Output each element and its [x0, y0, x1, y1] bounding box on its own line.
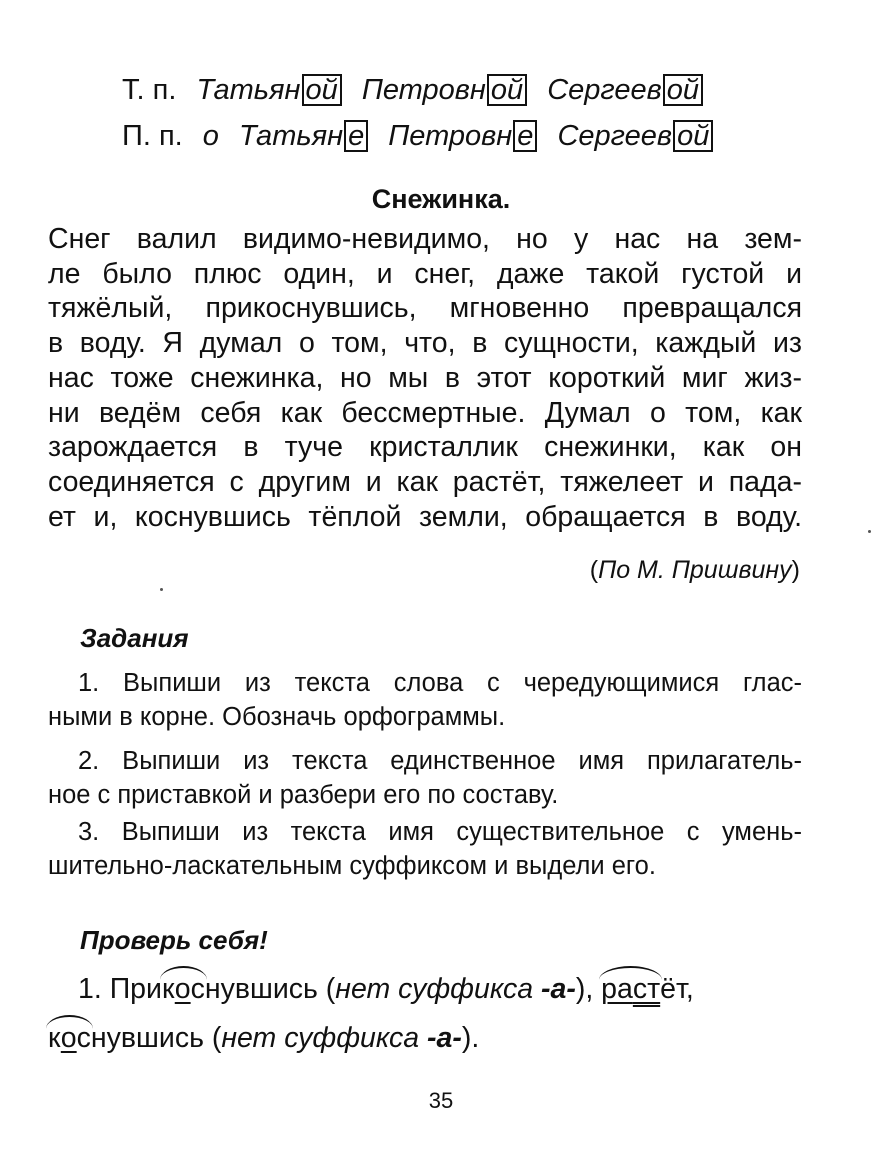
word-stem: Петровн — [361, 74, 486, 106]
word-root — [48, 1021, 91, 1055]
root-vowel: о — [174, 973, 191, 1005]
check-heading: Проверь себя! — [80, 925, 268, 955]
task-line: 1. Выпиши из текста слова с чередующимися глас- — [78, 669, 802, 697]
root-part: с — [190, 973, 205, 1005]
word-root — [162, 972, 205, 1006]
ending-box: ой — [673, 120, 713, 152]
paren: ( — [203, 1022, 222, 1054]
root-part: с — [76, 1022, 91, 1054]
story-line: тяжёлый, прикоснувшись, мгновенно превращался — [48, 292, 802, 325]
note-text: нет суффикса — [335, 973, 541, 1005]
story-title: Снежинка. — [371, 184, 511, 214]
preposition: о — [202, 120, 219, 152]
story-text — [48, 222, 802, 534]
paren: ( — [589, 556, 599, 584]
word-rest: нувшись — [90, 1022, 204, 1054]
task-line: 2. Выпиши из текста единственное имя прилагатель- — [78, 747, 802, 775]
word-stem: Татьян — [196, 74, 301, 106]
root-arc-mark — [160, 966, 207, 980]
print-speck — [160, 588, 163, 591]
task-line: ное с приставкой и разбери его по составу. — [48, 781, 559, 809]
story-line: ет и, коснувшись тёплой земли, обращается в воду. — [48, 500, 802, 533]
case-label: П. п. — [122, 120, 183, 152]
declension-row-prepositional — [122, 118, 713, 154]
answer-number: 1. — [78, 973, 110, 1005]
story-line: ни ведём себя как бессмертные. Думал о том, как — [48, 396, 802, 429]
root-arc-mark — [599, 966, 662, 980]
root-part: ра — [601, 973, 633, 1005]
story-line: зарождается в туче кристаллик снежинки, как он — [48, 431, 802, 464]
paren: ), — [575, 973, 602, 1005]
ending-box: е — [344, 120, 368, 152]
story-credit — [590, 554, 800, 586]
declension-row-instrumental — [122, 72, 703, 108]
word-root — [601, 972, 660, 1006]
ending-box: ой — [663, 74, 703, 106]
task-item-1 — [48, 666, 802, 734]
task-line: шительно-ласкательным суффиксом и выдели его. — [48, 852, 656, 880]
word-stem: Сергеев — [547, 74, 662, 106]
tasks-heading: Задания — [80, 623, 189, 653]
story-line: Снег валил видимо-невидимо, но у нас на зем- — [48, 223, 802, 255]
page-number: 35 — [428, 1088, 454, 1113]
word-stem: Петровн — [388, 120, 513, 152]
word-stem: Сергеев — [557, 120, 673, 152]
ending-box: е — [513, 120, 537, 152]
task-item-3 — [48, 815, 802, 883]
note-suffix: -а- — [540, 973, 576, 1005]
paren: ). — [461, 1022, 480, 1054]
paren: ( — [317, 973, 336, 1005]
root-part: к — [48, 1022, 61, 1054]
ending-box: ой — [302, 74, 342, 106]
word-prefix: При — [109, 973, 162, 1005]
paren: ) — [791, 556, 800, 584]
print-speck — [868, 530, 871, 533]
note-suffix: -а- — [427, 1022, 462, 1054]
word-stem: Татьян — [238, 120, 344, 152]
root-arc-mark — [46, 1015, 93, 1029]
note-text: нет суффикса — [221, 1022, 428, 1054]
story-line: ле было плюс один, и снег, даже такой густой и — [48, 257, 802, 290]
story-line: в воду. Я думал о том, что, в сущности, каждый из — [48, 327, 802, 360]
root-consonants: ст — [632, 973, 661, 1005]
case-label: Т. п. — [122, 74, 177, 106]
root-part: к — [161, 973, 175, 1005]
credit-author: По М. Пришвину — [598, 556, 792, 584]
story-line: соединяется с другим и как растёт, тяжелеет и пада- — [48, 465, 802, 498]
word-rest: ёт, — [660, 973, 694, 1005]
answer-line-2 — [48, 1021, 802, 1055]
answer-line-1 — [48, 972, 802, 1006]
answer-block — [48, 972, 802, 1055]
root-vowel: о — [60, 1022, 77, 1054]
story-line: нас тоже снежинка, но мы в этот короткий миг жиз- — [48, 361, 802, 394]
ending-box: ой — [487, 74, 527, 106]
task-item-2 — [48, 744, 802, 812]
word-rest: нувшись — [204, 973, 318, 1005]
task-line: 3. Выпиши из текста имя существительное с умень- — [78, 818, 802, 846]
task-line: ными в корне. Обозначь орфограммы. — [48, 703, 506, 731]
